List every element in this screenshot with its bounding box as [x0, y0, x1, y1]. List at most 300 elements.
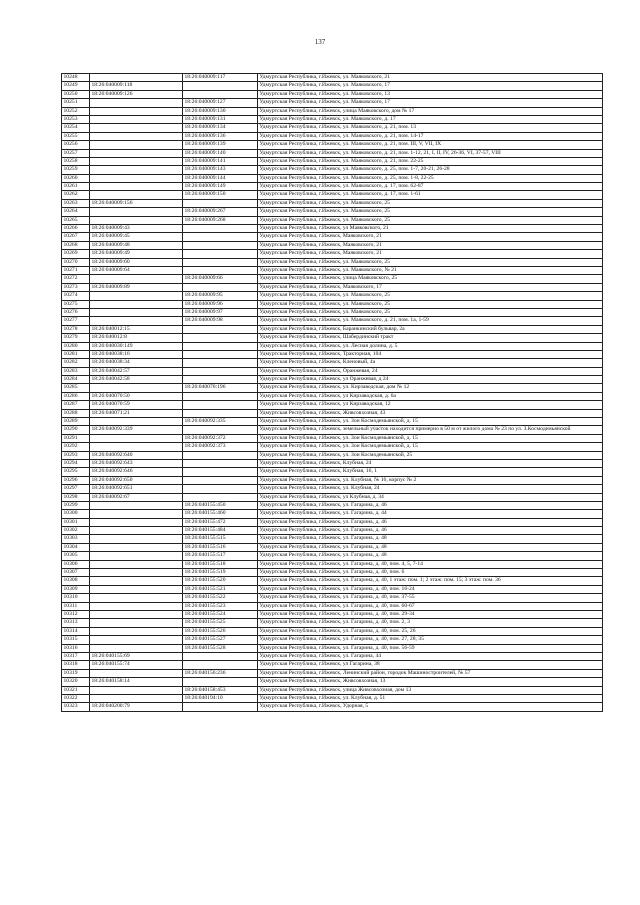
address-cell: Удмуртская Республика, г.Ижевск, Тракторная, 104 — [258, 350, 603, 358]
table-row — [62, 300, 603, 308]
land-plot-cadastral-number-cell: 18:26:040009:64 — [90, 266, 183, 274]
building-cadastral-number-cell: 18:26:040009:141 — [183, 157, 258, 165]
table-row — [62, 501, 603, 509]
building-cadastral-number-cell: 18:26:040009:96 — [183, 300, 258, 308]
address-cell: Удмуртская Республика, г.Ижевск, ул. Маяковского, д. 21, пом. III, V, VII, IX — [258, 141, 603, 149]
row-number-cell: 10286 — [62, 392, 90, 400]
building-cadastral-number-cell: 18:26:040155:520 — [183, 577, 258, 585]
row-number-cell: 10279 — [62, 334, 90, 342]
row-number-cell: 10301 — [62, 518, 90, 526]
table-row — [62, 493, 603, 501]
table-row — [62, 652, 603, 660]
address-cell: Удмуртская Республика, г.Ижевск, Живсовхозная, 13 — [258, 678, 603, 686]
table-row — [62, 258, 603, 266]
land-plot-cadastral-number-cell — [90, 124, 183, 132]
row-number-cell: 10270 — [62, 258, 90, 266]
table-row — [62, 216, 603, 224]
row-number-cell: 10295 — [62, 468, 90, 476]
building-cadastral-number-cell: 18:26:040009:149 — [183, 183, 258, 191]
land-plot-cadastral-number-cell — [90, 292, 183, 300]
building-cadastral-number-cell — [183, 359, 258, 367]
table-row — [62, 418, 603, 426]
building-cadastral-number-cell: 18:26:040155:472 — [183, 518, 258, 526]
land-plot-cadastral-number-cell: 18:26:040070:50 — [90, 392, 183, 400]
building-cadastral-number-cell: 18:26:040155:521 — [183, 585, 258, 593]
address-cell: Удмуртская Республика, г.Ижевск, ул. Гагарина, д. 40, пом. 27, 28, 35 — [258, 636, 603, 644]
table-row — [62, 661, 603, 669]
building-cadastral-number-cell — [183, 258, 258, 266]
address-cell: Удмуртская Республика, г.Ижевск, ул. Гагарина, д. 40, пом. 29-34 — [258, 611, 603, 619]
table-row — [62, 334, 603, 342]
building-cadastral-number-cell: 18:26:040155:450 — [183, 501, 258, 509]
building-cadastral-number-cell: 18:26:040009:131 — [183, 115, 258, 123]
table-row — [62, 359, 603, 367]
table-row — [62, 283, 603, 291]
building-cadastral-number-cell: 18:26:040158:453 — [183, 686, 258, 694]
table-row — [62, 669, 603, 677]
address-cell: Удмуртская Республика, г.Ижевск, Маяковского, 21 — [258, 241, 603, 249]
row-number-cell: 10257 — [62, 149, 90, 157]
land-plot-cadastral-number-cell — [90, 669, 183, 677]
building-cadastral-number-cell: 18:26:040009:130 — [183, 107, 258, 115]
building-cadastral-number-cell: 18:26:040092:373 — [183, 443, 258, 451]
land-plot-cadastral-number-cell: 18:26:040009:49 — [90, 250, 183, 258]
table-row — [62, 577, 603, 585]
land-plot-cadastral-number-cell: 18:26:040092:643 — [90, 459, 183, 467]
address-cell: Удмуртская Республика, г.Ижевск, ул. Гагарина, д. 46 — [258, 518, 603, 526]
address-cell: Удмуртская Республика, г.Ижевск, земельный участок находится примерно в 50 м от жилого дома № 23 по ул. З.Космодемьянской — [258, 426, 603, 434]
land-plot-cadastral-number-cell — [90, 518, 183, 526]
address-cell: Удмуртская Республика, г.Ижевск, улица Живсовхозная, дом 13 — [258, 686, 603, 694]
row-number-cell: 10267 — [62, 233, 90, 241]
address-cell: Удмуртская Республика, г.Ижевск, ул. Маяковского, 17 — [258, 82, 603, 90]
row-number-cell: 10255 — [62, 132, 90, 140]
land-plot-cadastral-number-cell — [90, 577, 183, 585]
table-row — [62, 90, 603, 98]
address-cell: Удмуртская Республика, г.Ижевск, ул Кирзаводская, д. 6а — [258, 392, 603, 400]
table-row — [62, 619, 603, 627]
address-cell: Удмуртская Республика, г.Ижевск, ул. Гагарина, 44 — [258, 652, 603, 660]
row-number-cell: 10296 — [62, 476, 90, 484]
land-plot-cadastral-number-cell: 18:26:040200:79 — [90, 703, 183, 711]
land-plot-cadastral-number-cell — [90, 644, 183, 652]
table-row — [62, 644, 603, 652]
building-cadastral-number-cell: 18:26:040092:372 — [183, 434, 258, 442]
building-cadastral-number-cell — [183, 266, 258, 274]
building-cadastral-number-cell: 18:26:040155:524 — [183, 611, 258, 619]
table-row — [62, 115, 603, 123]
address-cell: Удмуртская Республика, г.Ижевск, ул. Гагарина, д. 40, пом. 16-24 — [258, 585, 603, 593]
land-plot-cadastral-number-cell: 18:26:040092:646 — [90, 468, 183, 476]
row-number-cell: 10249 — [62, 82, 90, 90]
row-number-cell: 10298 — [62, 493, 90, 501]
table-row — [62, 149, 603, 157]
land-plot-cadastral-number-cell — [90, 527, 183, 535]
address-cell: Удмуртская Республика, г.Ижевск, Живсовхозная, 43 — [258, 409, 603, 417]
building-cadastral-number-cell: 18:26:040155:460 — [183, 510, 258, 518]
address-cell: Удмуртская Республика, г.Ижевск, ул. Маяковского, 25 — [258, 300, 603, 308]
building-cadastral-number-cell — [183, 342, 258, 350]
address-cell: Удмуртская Республика, г.Ижевск, ул. Маяковского, 25 — [258, 216, 603, 224]
land-plot-cadastral-number-cell: 18:26:040009:126 — [90, 90, 183, 98]
address-cell: Удмуртская Республика, г.Ижевск, ул. Клубная, № 16, корпус № 2 — [258, 476, 603, 484]
address-cell: Удмуртская Республика, г.Ижевск, ул. Маяковского, д. 21, пом. 1а, 1-59 — [258, 317, 603, 325]
land-plot-cadastral-number-cell — [90, 317, 183, 325]
table-row — [62, 325, 603, 333]
land-plot-cadastral-number-cell — [90, 443, 183, 451]
land-plot-cadastral-number-cell: 18:26:040009:89 — [90, 283, 183, 291]
row-number-cell: 10313 — [62, 619, 90, 627]
table-row — [62, 384, 603, 392]
land-plot-cadastral-number-cell — [90, 619, 183, 627]
row-number-cell: 10275 — [62, 300, 90, 308]
row-number-cell: 10269 — [62, 250, 90, 258]
address-cell: Удмуртская Республика, г.Ижевск, ул. Гагарина, д. 48 — [258, 552, 603, 560]
table-row — [62, 308, 603, 316]
address-cell: Удмуртская Республика, г.Ижевск, ул. Маяковского, д. 21, пом. 22-25 — [258, 157, 603, 165]
table-row — [62, 174, 603, 182]
building-cadastral-number-cell: 18:26:040009:267 — [183, 208, 258, 216]
address-cell: Удмуртская Республика, г.Ижевск, Клубная, 16, 1 — [258, 468, 603, 476]
row-number-cell: 10256 — [62, 141, 90, 149]
address-cell: Удмуртская Республика, г.Ижевск, Оранжевая, 24 — [258, 367, 603, 375]
building-cadastral-number-cell — [183, 409, 258, 417]
row-number-cell: 10280 — [62, 342, 90, 350]
address-cell: Удмуртская Республика, г.Ижевск, ул. Гагарина, д. 48 — [258, 543, 603, 551]
row-number-cell: 10307 — [62, 569, 90, 577]
address-cell: Удмуртская Республика, г.Ижевск, ул. Маяковского, 21 — [258, 74, 603, 82]
building-cadastral-number-cell: 18:26:040009:127 — [183, 99, 258, 107]
table-row — [62, 409, 603, 417]
row-number-cell: 10259 — [62, 166, 90, 174]
building-cadastral-number-cell: 18:26:040155:526 — [183, 627, 258, 635]
building-cadastral-number-cell: 18:26:040070:196 — [183, 384, 258, 392]
table-row — [62, 157, 603, 165]
table-row — [62, 317, 603, 325]
table-row — [62, 451, 603, 459]
address-cell: Удмуртская Республика, г.Ижевск, Маяковского, 21 — [258, 233, 603, 241]
address-cell: Удмуртская Республика, г.Ижевск, ул. Зои Космодемьянской, д. 15 — [258, 443, 603, 451]
address-cell: Удмуртская Республика, г.Ижевск, ул. Клубная, д. 51 — [258, 694, 603, 702]
row-number-cell: 10274 — [62, 292, 90, 300]
building-cadastral-number-cell — [183, 652, 258, 660]
building-cadastral-number-cell — [183, 678, 258, 686]
building-cadastral-number-cell — [183, 661, 258, 669]
building-cadastral-number-cell: 18:26:040009:136 — [183, 132, 258, 140]
row-number-cell: 10318 — [62, 661, 90, 669]
land-plot-cadastral-number-cell — [90, 627, 183, 635]
table-row — [62, 510, 603, 518]
land-plot-cadastral-number-cell — [90, 418, 183, 426]
table-row — [62, 627, 603, 635]
land-plot-cadastral-number-cell — [90, 510, 183, 518]
building-cadastral-number-cell — [183, 82, 258, 90]
address-cell: Удмуртская Республика, г.Ижевск, Удорная, 5 — [258, 703, 603, 711]
building-cadastral-number-cell: 18:26:040009:268 — [183, 216, 258, 224]
row-number-cell: 10293 — [62, 451, 90, 459]
row-number-cell: 10283 — [62, 367, 90, 375]
table-row — [62, 459, 603, 467]
land-plot-cadastral-number-cell — [90, 501, 183, 509]
land-plot-cadastral-number-cell: 18:26:040030:149 — [90, 342, 183, 350]
table-row — [62, 183, 603, 191]
row-number-cell: 10273 — [62, 283, 90, 291]
land-plot-cadastral-number-cell — [90, 308, 183, 316]
row-number-cell: 10306 — [62, 560, 90, 568]
address-cell: Удмуртская Республика, г.Ижевск, ул. Гагарина, д. 46 — [258, 527, 603, 535]
land-plot-cadastral-number-cell — [90, 141, 183, 149]
building-cadastral-number-cell — [183, 233, 258, 241]
table-row — [62, 376, 603, 384]
building-cadastral-number-cell — [183, 250, 258, 258]
building-cadastral-number-cell — [183, 451, 258, 459]
address-cell: Удмуртская Республика, г.Ижевск, Клубная, 24 — [258, 459, 603, 467]
row-number-cell: 10278 — [62, 325, 90, 333]
address-cell: Удмуртская Республика, г.Ижевск, ул. Маяковского, № 21 — [258, 266, 603, 274]
row-number-cell: 10261 — [62, 183, 90, 191]
land-plot-cadastral-number-cell — [90, 560, 183, 568]
table-row — [62, 266, 603, 274]
land-plot-cadastral-number-cell — [90, 149, 183, 157]
building-cadastral-number-cell: 18:26:040155:515 — [183, 535, 258, 543]
land-plot-cadastral-number-cell: 18:26:040038:16 — [90, 350, 183, 358]
address-cell: Удмуртская Республика, г.Ижевск, Баранкинский бульвар, 2а — [258, 325, 603, 333]
address-cell: Удмуртская Республика, г.Ижевск, ул. Гагарина, д. 40, пом. 37-55 — [258, 594, 603, 602]
land-plot-cadastral-number-cell: 18:26:040092:651 — [90, 485, 183, 493]
row-number-cell: 10287 — [62, 401, 90, 409]
land-plot-cadastral-number-cell — [90, 611, 183, 619]
row-number-cell: 10322 — [62, 694, 90, 702]
table-row — [62, 485, 603, 493]
land-plot-cadastral-number-cell: 18:26:040070:59 — [90, 401, 183, 409]
land-plot-cadastral-number-cell — [90, 157, 183, 165]
building-cadastral-number-cell — [183, 426, 258, 434]
row-number-cell: 10300 — [62, 510, 90, 518]
address-cell: Удмуртская Республика, г.Ижевск, ул Маяковского, 21 — [258, 225, 603, 233]
address-cell: Удмуртская Республика, г.Ижевск, ул. Маяковского, д. 21, пом. 13 — [258, 124, 603, 132]
address-cell: Удмуртская Республика, г.Ижевск, ул Клубная, д. 34 — [258, 493, 603, 501]
building-cadastral-number-cell — [183, 485, 258, 493]
land-plot-cadastral-number-cell — [90, 694, 183, 702]
address-cell: Удмуртская Республика, г.Ижевск, ул. Маяковского, д. 17, пом. 1-61 — [258, 191, 603, 199]
address-cell: Удмуртская Республика, г.Ижевск, ул. Маяковского, 17 — [258, 99, 603, 107]
land-plot-cadastral-number-cell — [90, 275, 183, 283]
building-cadastral-number-cell — [183, 225, 258, 233]
table-row — [62, 141, 603, 149]
building-cadastral-number-cell: 18:26:040009:144 — [183, 174, 258, 182]
table-row — [62, 392, 603, 400]
row-number-cell: 10272 — [62, 275, 90, 283]
table-row — [62, 426, 603, 434]
table-row — [62, 250, 603, 258]
building-cadastral-number-cell — [183, 334, 258, 342]
address-cell: Удмуртская Республика, г.Ижевск, ул. Маяковского, д. 21, пом. 14-17 — [258, 132, 603, 140]
building-cadastral-number-cell: 18:26:040194:10 — [183, 694, 258, 702]
row-number-cell: 10310 — [62, 594, 90, 602]
table-row — [62, 636, 603, 644]
register-table — [61, 73, 603, 712]
row-number-cell: 10297 — [62, 485, 90, 493]
table-row — [62, 611, 603, 619]
row-number-cell: 10321 — [62, 686, 90, 694]
land-plot-cadastral-number-cell: 18:26:040009:60 — [90, 258, 183, 266]
row-number-cell: 10317 — [62, 652, 90, 660]
address-cell: Удмуртская Республика, г.Ижевск, ул. Зои Космодемьянской, д. 15 — [258, 434, 603, 442]
row-number-cell: 10262 — [62, 191, 90, 199]
building-cadastral-number-cell — [183, 459, 258, 467]
land-plot-cadastral-number-cell — [90, 535, 183, 543]
row-number-cell: 10265 — [62, 216, 90, 224]
row-number-cell: 10268 — [62, 241, 90, 249]
table-row — [62, 350, 603, 358]
table-row — [62, 107, 603, 115]
row-number-cell: 10253 — [62, 115, 90, 123]
address-cell: Удмуртская Республика, г.Ижевск, ул. Гагарина, д. 40, пом. 25, 26 — [258, 627, 603, 635]
table-row — [62, 476, 603, 484]
row-number-cell: 10285 — [62, 384, 90, 392]
land-plot-cadastral-number-cell: 18:26:040009:156 — [90, 199, 183, 207]
row-number-cell: 10251 — [62, 99, 90, 107]
row-number-cell: 10281 — [62, 350, 90, 358]
row-number-cell: 10294 — [62, 459, 90, 467]
land-plot-cadastral-number-cell: 18:26:040042:57 — [90, 367, 183, 375]
land-plot-cadastral-number-cell — [90, 552, 183, 560]
address-cell: Удмуртская Республика, г.Ижевск, ул. Маяковского, 25 — [258, 258, 603, 266]
building-cadastral-number-cell — [183, 493, 258, 501]
table-row — [62, 678, 603, 686]
address-cell: Удмуртская Республика, г.Ижевск, Ленинский район, городок Машиностроителей, № 57 — [258, 669, 603, 677]
table-row — [62, 191, 603, 199]
address-cell: Удмуртская Республика, г.Ижевск, ул. Маяковского, д. 17 — [258, 115, 603, 123]
building-cadastral-number-cell: 18:26:040155:484 — [183, 527, 258, 535]
land-plot-cadastral-number-cell: 18:26:040009:45 — [90, 233, 183, 241]
address-cell: Удмуртская Республика, г.Ижевск, Шабердинский тракт — [258, 334, 603, 342]
building-cadastral-number-cell: 18:26:040092:335 — [183, 418, 258, 426]
row-number-cell: 10290 — [62, 426, 90, 434]
land-plot-cadastral-number-cell — [90, 585, 183, 593]
land-plot-cadastral-number-cell: 18:26:040092:67 — [90, 493, 183, 501]
table-row — [62, 535, 603, 543]
table-row — [62, 527, 603, 535]
land-plot-cadastral-number-cell — [90, 191, 183, 199]
building-cadastral-number-cell — [183, 350, 258, 358]
row-number-cell: 10309 — [62, 585, 90, 593]
table-row — [62, 443, 603, 451]
row-number-cell: 10288 — [62, 409, 90, 417]
table-row — [62, 686, 603, 694]
table-row — [62, 199, 603, 207]
row-number-cell: 10264 — [62, 208, 90, 216]
building-cadastral-number-cell: 18:26:040009:97 — [183, 308, 258, 316]
table-row — [62, 124, 603, 132]
row-number-cell: 10320 — [62, 678, 90, 686]
land-plot-cadastral-number-cell — [90, 602, 183, 610]
address-cell: Удмуртская Республика, г.Ижевск, Кленовый, 4а — [258, 359, 603, 367]
row-number-cell: 10271 — [62, 266, 90, 274]
row-number-cell: 10276 — [62, 308, 90, 316]
land-plot-cadastral-number-cell: 18:26:040092:650 — [90, 476, 183, 484]
row-number-cell: 10248 — [62, 74, 90, 82]
building-cadastral-number-cell: 18:26:040009:134 — [183, 124, 258, 132]
table-row — [62, 594, 603, 602]
address-cell: Удмуртская Республика, г.Ижевск, ул. Гагарина, д. 46 — [258, 501, 603, 509]
address-cell: Удмуртская Республика, г.Ижевск, ул. Маяковского, д. 17, пом. 62-87 — [258, 183, 603, 191]
row-number-cell: 10302 — [62, 527, 90, 535]
building-cadastral-number-cell — [183, 703, 258, 711]
building-cadastral-number-cell: 18:26:040155:528 — [183, 644, 258, 652]
land-plot-cadastral-number-cell — [90, 132, 183, 140]
table-row — [62, 585, 603, 593]
table-row — [62, 569, 603, 577]
table-row — [62, 518, 603, 526]
building-cadastral-number-cell: 18:26:040155:525 — [183, 619, 258, 627]
building-cadastral-number-cell — [183, 401, 258, 409]
building-cadastral-number-cell — [183, 283, 258, 291]
row-number-cell: 10250 — [62, 90, 90, 98]
building-cadastral-number-cell — [183, 376, 258, 384]
land-plot-cadastral-number-cell — [90, 384, 183, 392]
address-cell: Удмуртская Республика, г.Ижевск, ул. Гагарина, д. 40, пом. 56-59 — [258, 644, 603, 652]
row-number-cell: 10289 — [62, 418, 90, 426]
building-cadastral-number-cell: 18:26:040155:517 — [183, 552, 258, 560]
building-cadastral-number-cell: 18:26:040009:140 — [183, 149, 258, 157]
address-cell: Удмуртская Республика, г.Ижевск, ул. Маяковского, д. 25, пом. 1-8, 22-25 — [258, 174, 603, 182]
table-row — [62, 99, 603, 107]
address-cell: Удмуртская Республика, г.Ижевск, ул. Зои Космодемьянской, 25 — [258, 451, 603, 459]
building-cadastral-number-cell — [183, 476, 258, 484]
row-number-cell: 10266 — [62, 225, 90, 233]
address-cell: Удмуртская Республика, г.Ижевск, ул. Маяковского, д. 25, пом. 1-7, 20-21, 26-28 — [258, 166, 603, 174]
land-plot-cadastral-number-cell: 18:26:040009:48 — [90, 241, 183, 249]
address-cell: Удмуртская Республика, г.Ижевск, улица Маяковского, 25 — [258, 275, 603, 283]
address-cell: Удмуртская Республика, г.Ижевск, ул. Гагарина, д. 40, пом. 60-67 — [258, 602, 603, 610]
building-cadastral-number-cell: 18:26:040009:150 — [183, 191, 258, 199]
address-cell: Удмуртская Республика, г.Ижевск, ул. Гагарина, д. 40, пом. 6 — [258, 569, 603, 577]
building-cadastral-number-cell — [183, 468, 258, 476]
land-plot-cadastral-number-cell — [90, 636, 183, 644]
address-cell: Удмуртская Республика, г.Ижевск, ул Кирзаводская, 12 — [258, 401, 603, 409]
land-plot-cadastral-number-cell: 18:26:040012:15 — [90, 325, 183, 333]
table-row — [62, 241, 603, 249]
row-number-cell: 10254 — [62, 124, 90, 132]
row-number-cell: 10314 — [62, 627, 90, 635]
land-plot-cadastral-number-cell: 18:26:040009:43 — [90, 225, 183, 233]
address-cell: Удмуртская Республика, г.Ижевск, ул. Клубная, 24 — [258, 485, 603, 493]
table-row — [62, 82, 603, 90]
row-number-cell: 10252 — [62, 107, 90, 115]
register-table-body — [62, 74, 603, 712]
building-cadastral-number-cell: 18:26:040155:523 — [183, 602, 258, 610]
land-plot-cadastral-number-cell — [90, 594, 183, 602]
land-plot-cadastral-number-cell — [90, 107, 183, 115]
address-cell: Удмуртская Республика, г.Ижевск, ул. Маяковского, 25 — [258, 308, 603, 316]
row-number-cell: 10304 — [62, 543, 90, 551]
row-number-cell: 10319 — [62, 669, 90, 677]
row-number-cell: 10311 — [62, 602, 90, 610]
land-plot-cadastral-number-cell: 18:26:040042:58 — [90, 376, 183, 384]
land-plot-cadastral-number-cell: 18:26:040155:74 — [90, 661, 183, 669]
building-cadastral-number-cell: 18:26:040155:527 — [183, 636, 258, 644]
address-cell: Удмуртская Республика, г.Ижевск, ул. Гагарина, д. 40, пом. 2, 3 — [258, 619, 603, 627]
address-cell: Удмуртская Республика, г.Ижевск, ул. Гагарина, д. 40, 1 этаж: пом. 1; 2 этаж: пом. 15; 3 этаж: пом. 36 — [258, 577, 603, 585]
land-plot-cadastral-number-cell: 18:26:040092:640 — [90, 451, 183, 459]
land-plot-cadastral-number-cell: 18:26:040012:8 — [90, 334, 183, 342]
row-number-cell: 10315 — [62, 636, 90, 644]
building-cadastral-number-cell: 18:26:040009:95 — [183, 292, 258, 300]
address-cell: Удмуртская Республика, г.Ижевск, Маяковского, 21 — [258, 250, 603, 258]
land-plot-cadastral-number-cell — [90, 216, 183, 224]
row-number-cell: 10308 — [62, 577, 90, 585]
